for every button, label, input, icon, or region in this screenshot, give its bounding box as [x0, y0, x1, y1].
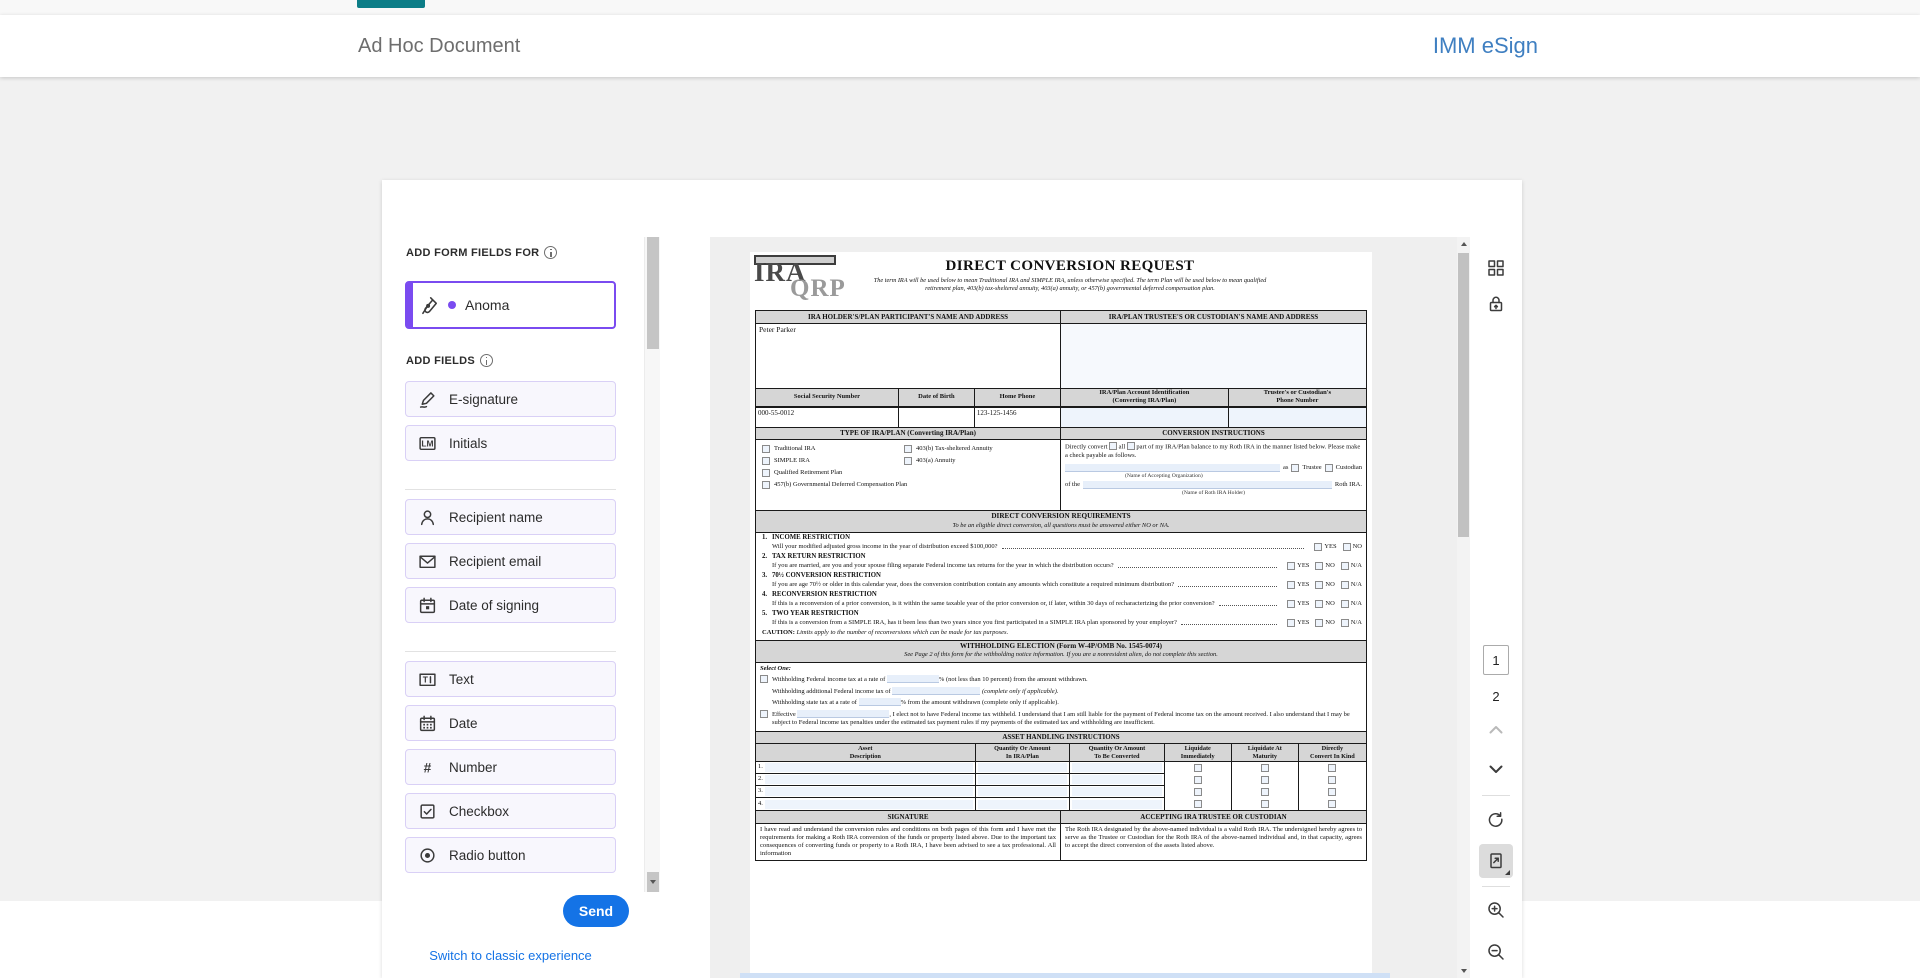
dropdown-corner-icon	[1505, 870, 1510, 875]
field-label: Checkbox	[449, 803, 510, 819]
signature-header: SIGNATURE	[756, 811, 1060, 824]
phone-label: Home Phone	[975, 389, 1060, 407]
checkbox-field[interactable]	[1287, 562, 1295, 570]
editor-card	[382, 180, 1522, 978]
checkbox-field[interactable]	[1194, 800, 1202, 808]
ssn-label: Social Security Number	[756, 389, 899, 407]
signature-pen-icon	[418, 390, 437, 409]
phone-value[interactable]: 123-125-1456	[976, 408, 1017, 417]
checkbox-field[interactable]	[762, 469, 770, 477]
checkbox-field[interactable]	[1287, 581, 1295, 589]
effective-date-field[interactable]	[797, 710, 889, 718]
toolbar-divider	[1482, 886, 1510, 887]
question-4: 4. RECONVERSION RESTRICTION If this is a reconversion of a prior conversion, is it within the same taxable year of the prior conversion or, if later, within 30 days of recharacterizing the prior conversion? YES NO N/A	[762, 591, 1362, 607]
checkbox-field[interactable]	[1328, 788, 1336, 796]
checkbox-field[interactable]	[762, 481, 770, 489]
field-button-initials[interactable]	[405, 425, 616, 461]
asset-header: ASSET HANDLING INSTRUCTIONS	[756, 732, 1366, 745]
checkbox-field[interactable]	[1291, 464, 1299, 472]
grid-icon	[1486, 258, 1506, 278]
trustee-name-field[interactable]	[1061, 324, 1366, 388]
asset-desc-field[interactable]	[765, 775, 973, 784]
document-scrollbar[interactable]	[1457, 237, 1470, 978]
scroll-up-button[interactable]	[1457, 237, 1470, 251]
type-header: TYPE OF IRA/PLAN (Converting IRA/Plan)	[756, 428, 1060, 441]
page-gap-highlight	[740, 973, 1390, 978]
signature-section	[756, 811, 1366, 860]
logo-qrp: QRP	[790, 275, 846, 302]
chevron-down-icon	[1488, 763, 1504, 775]
checkbox-field[interactable]	[1261, 764, 1269, 772]
field-label: Text	[449, 671, 474, 687]
withholding-header: WITHHOLDING ELECTION (Form W-4P/OMB No. 1545-0074) See Page 2 of this form for the withholding notice information. If you are a nonresident alien, do not complete this section.	[756, 641, 1366, 663]
requirements-header: DIRECT CONVERSION REQUIREMENTS To be an eligible direct conversion, all questions must be answered either NO or NA.	[756, 511, 1366, 533]
asset-qty-field[interactable]	[978, 775, 1068, 784]
sidebar-scrollbar-thumb[interactable]	[647, 237, 659, 349]
document-subtitle: The term IRA will be used below to mean Traditional IRA and SIMPLE IRA, unless otherwise specified. The term Plan will be used below to mean qualified retirement plan, 403(b) tax-sheltered annuity, 403(a) annuity, or 457(b) governmental deferred compensation plan.	[873, 277, 1267, 292]
caution-note: CAUTION: Limits apply to the number of reconversions which can be made for tax purposes.	[762, 629, 1009, 636]
initials-box-icon	[418, 434, 437, 453]
checkbox-field[interactable]	[760, 710, 768, 718]
field-button-number[interactable]	[405, 749, 616, 785]
field-button-date-of-signing[interactable]	[405, 587, 616, 623]
recipient-color-dot	[448, 301, 456, 309]
checkbox-field[interactable]	[1315, 619, 1323, 627]
document-scrollbar-thumb[interactable]	[1458, 253, 1469, 537]
asset-convert-field[interactable]	[1072, 787, 1162, 796]
viewer-toolbar	[1470, 237, 1522, 978]
document-title: DIRECT CONVERSION REQUEST	[945, 258, 1195, 274]
requirements-questions	[756, 533, 1366, 641]
lock-icon	[1486, 294, 1506, 314]
checkbox-field[interactable]	[1341, 562, 1349, 570]
dob-label: Date of Birth	[899, 389, 975, 407]
field-label: Date	[449, 715, 478, 731]
withholding-section: Select One: Withholding Federal income tax at a rate of % (not less than 10 percent) from the amount withdrawn. Withholding additional Federal income tax of (complete only if applicable). Withholding state tax at a rate of % from the amount withdrawn (complete only if applicable). Effective , I elect not to have Federal income tax withheld. I understand that I am still liable for the payment of Federal income tax on the amount received. I also understand that I may be subject to Federal income tax penalties under the estimated tax payment rules if my payments of the estimated tax and withholding are insufficient.	[756, 663, 1366, 732]
scroll-down-button[interactable]	[1457, 964, 1470, 978]
recipient-name: Anoma	[465, 297, 510, 313]
question-5: 5. TWO YEAR RESTRICTION If this is a conversion from a SIMPLE IRA, has it been less than two years since you first participated in a SIMPLE IRA plan sponsored by your employer? YES NO N/A	[762, 610, 1362, 626]
asset-desc-field[interactable]	[765, 763, 973, 772]
document-header	[750, 252, 1372, 310]
down-arrow-icon	[1461, 969, 1467, 973]
checkbox-field[interactable]	[904, 445, 912, 453]
fit-page-icon	[1486, 851, 1506, 871]
trustee-header: IRA/PLAN TRUSTEE'S OR CUSTODIAN'S NAME AND ADDRESS	[1061, 311, 1366, 324]
switch-classic-link[interactable]: Switch to classic experience	[429, 948, 592, 963]
checkbox-field[interactable]	[1194, 776, 1202, 784]
state-rate-field[interactable]	[859, 698, 901, 706]
checkbox-field[interactable]	[1287, 619, 1295, 627]
calendar-signing-icon	[418, 596, 437, 615]
field-button-date[interactable]	[405, 705, 616, 741]
question-3: 3. 70½ CONVERSION RESTRICTION If you are age 70½ or older in this calendar year, does the conversion contribution contain any amounts which constitute a required minimum distribution? YES NO N/A	[762, 572, 1362, 588]
trustee-phone-label: Trustee's or Custodian's Phone Number	[1229, 389, 1366, 407]
lock-button[interactable]	[1479, 287, 1513, 321]
checkbox-field[interactable]	[1325, 464, 1333, 472]
toolbar-divider	[1482, 795, 1510, 796]
asset-convert-field[interactable]	[1072, 800, 1162, 809]
signature-text: I have read and understand the conversion rules and conditions on both pages of this form and I have met the requirements for making a Roth IRA conversion of the funds or property listed above. Due to the important tax consequences of converting funds or property to a Roth IRA, I have been advised to see a tax professional. All information	[760, 825, 1056, 858]
previous-page-button[interactable]	[1479, 719, 1513, 741]
browser-top-strip	[0, 0, 1920, 15]
additional-tax-field[interactable]	[892, 687, 980, 695]
add-fields-label	[406, 354, 493, 367]
zoom-out-icon	[1486, 942, 1506, 962]
field-label: Date of signing	[449, 597, 540, 613]
field-label: Recipient name	[449, 509, 543, 525]
info-icon[interactable]	[480, 354, 493, 367]
checkbox-icon	[418, 802, 437, 821]
page-title: Ad Hoc Document	[358, 34, 521, 57]
person-icon	[418, 508, 437, 527]
sidebar-divider	[405, 489, 616, 490]
question-2: 2. TAX RETURN RESTRICTION If you are married, are you and your spouse filing separate Federal income tax returns for the year in which the distribution occurs? YES NO N/A	[762, 553, 1362, 569]
checkbox-field[interactable]	[1314, 543, 1322, 551]
document-viewer[interactable]	[710, 237, 1457, 978]
pdf-page-1[interactable]	[750, 252, 1372, 978]
checkbox-field[interactable]	[1341, 581, 1349, 589]
checkbox-field[interactable]	[1328, 800, 1336, 808]
org-name-field[interactable]	[1065, 464, 1280, 472]
field-label: Number	[449, 759, 498, 775]
roth-holder-field[interactable]	[1083, 481, 1332, 489]
page-background	[0, 77, 1920, 963]
checkbox-field[interactable]	[1194, 788, 1202, 796]
text-input-icon	[418, 670, 437, 689]
field-label: Recipient email	[449, 553, 542, 569]
account-id-label: IRA/Plan Account Identification (Converting IRA/Plan)	[1061, 389, 1229, 407]
page-number-input[interactable]: 1	[1483, 645, 1509, 675]
conversion-instructions: Directly convert all part of my IRA/Plan balance to my Roth IRA in the manner listed below. Please make a check payable as follows. as Trustee Custodian (Name of Accepting Organization) of the Roth IRA. (Name of Roth IRA Holder)	[1065, 443, 1362, 496]
checkbox-field[interactable]	[1341, 619, 1349, 627]
checkbox-field[interactable]	[1315, 581, 1323, 589]
checkbox-field[interactable]	[1315, 562, 1323, 570]
checkbox-field[interactable]	[760, 675, 768, 683]
field-button-esignature[interactable]	[405, 381, 616, 417]
checkbox-field[interactable]	[1261, 788, 1269, 796]
envelope-icon	[418, 552, 437, 571]
checkbox-field[interactable]	[762, 445, 770, 453]
rate-field[interactable]	[887, 675, 939, 683]
chevron-up-icon	[1488, 724, 1504, 736]
add-form-fields-text: ADD FORM FIELDS FOR	[406, 246, 540, 259]
next-page-button[interactable]	[1479, 758, 1513, 780]
accepting-header: ACCEPTING IRA TRUSTEE OR CUSTODIAN	[1061, 811, 1366, 824]
sidebar-scrollbar[interactable]	[644, 237, 660, 892]
asset-desc-field[interactable]	[765, 787, 973, 796]
asset-qty-field[interactable]	[978, 787, 1068, 796]
conversion-header: CONVERSION INSTRUCTIONS	[1061, 428, 1366, 441]
dob-value[interactable]	[899, 408, 975, 427]
checkbox-field[interactable]	[1194, 764, 1202, 772]
holder-name-field[interactable]: Peter Parker	[756, 324, 1061, 388]
checkbox-field[interactable]	[1287, 600, 1295, 608]
checkbox-field[interactable]	[1328, 776, 1336, 784]
up-arrow-icon	[1461, 242, 1467, 246]
rotate-button[interactable]	[1479, 804, 1513, 838]
rotate-icon	[1486, 811, 1506, 831]
field-button-recipient-name[interactable]	[405, 499, 616, 535]
checkbox-field[interactable]	[1328, 764, 1336, 772]
calendar-icon	[418, 714, 437, 733]
asset-convert-field[interactable]	[1072, 763, 1162, 772]
recipient-selector[interactable]	[405, 281, 616, 329]
checkbox-field[interactable]	[1261, 776, 1269, 784]
account-id-value[interactable]	[1061, 408, 1229, 427]
question-1: 1. INCOME RESTRICTION Will your modified adjusted gross income in the year of distribution exceed $100,000? YES NO	[762, 534, 1362, 550]
brand-logo: IMM eSign	[1432, 33, 1538, 58]
select-one-label: Select One:	[760, 664, 791, 672]
trustee-phone-value[interactable]	[1229, 408, 1366, 427]
org-caption: (Name of Accepting Organization)	[1125, 473, 1203, 479]
add-fields-text: ADD FIELDS	[406, 354, 475, 367]
checkbox-field[interactable]	[1127, 442, 1135, 450]
page-number-2[interactable]: 2	[1492, 689, 1500, 704]
logo-ira: IRA	[754, 257, 807, 287]
hash-icon	[418, 758, 437, 777]
thumbnail-grid-button[interactable]	[1479, 251, 1513, 285]
fit-page-button[interactable]	[1479, 844, 1513, 878]
field-button-text[interactable]	[405, 661, 616, 697]
type-options: Traditional IRA SIMPLE IRA Qualified Retirement Plan 457(b) Governmental Deferred Compensation Plan 403(b) Tax-sheltered Annuity 403(a) Annuity	[756, 440, 1060, 510]
asset-desc-field[interactable]	[765, 800, 973, 809]
checkbox-field[interactable]	[1315, 600, 1323, 608]
asset-qty-field[interactable]	[978, 800, 1068, 809]
sidebar-scroll-down-button[interactable]	[647, 872, 659, 892]
checkbox-field[interactable]	[1341, 600, 1349, 608]
field-label: Radio button	[449, 847, 526, 863]
ssn-value[interactable]: 000-55-0012	[756, 408, 899, 427]
zoom-out-button[interactable]	[1479, 935, 1513, 969]
send-button[interactable]: Send	[563, 895, 629, 927]
asset-qty-field[interactable]	[978, 763, 1068, 772]
holder-caption: (Name of Roth IRA Holder)	[1181, 490, 1246, 496]
field-button-radio[interactable]	[405, 837, 616, 873]
form-body	[755, 310, 1367, 861]
field-label: E-signature	[449, 391, 519, 407]
zoom-in-button[interactable]	[1479, 893, 1513, 927]
svg-text:LM: LM	[421, 438, 434, 449]
pen-nib-icon	[419, 295, 439, 315]
accepting-text: The Roth IRA designated by the above-named individual is a valid Roth IRA. The undersigned hereby agrees to serve as the Trustee or Custodian for the Roth IRA of the above-named individual and, in that capacity, agrees to accept the direct conversion of the assets listed above.	[1065, 825, 1362, 849]
tab-accent-bar	[357, 0, 425, 8]
add-form-fields-label	[406, 246, 557, 259]
asset-convert-field[interactable]	[1072, 775, 1162, 784]
zoom-in-icon	[1486, 900, 1506, 920]
checkbox-field[interactable]	[1343, 543, 1351, 551]
checkbox-field[interactable]	[762, 457, 770, 465]
radio-button-icon	[418, 846, 437, 865]
svg-text:#: #	[423, 759, 432, 775]
field-button-checkbox[interactable]	[405, 793, 616, 829]
checkbox-field[interactable]	[1261, 800, 1269, 808]
asset-table: Asset Description 1. 2. 3. 4. Quantity Or Amount In IRA/Plan Quantity Or Amount To Be Converted Liquidate Immediately Liquidate At Maturity Directly Convert In Kind	[756, 744, 1366, 811]
svg-text:T: T	[422, 674, 428, 685]
sidebar-divider	[405, 651, 616, 652]
field-button-recipient-email[interactable]	[405, 543, 616, 579]
holder-header: IRA HOLDER'S/PLAN PARTICIPANT'S NAME AND ADDRESS	[756, 311, 1061, 324]
app-header	[0, 15, 1920, 77]
field-label: Initials	[449, 435, 488, 451]
checkbox-field[interactable]	[904, 457, 912, 465]
info-icon[interactable]	[544, 246, 557, 259]
checkbox-field[interactable]	[1109, 442, 1117, 450]
down-arrow-icon	[650, 880, 656, 884]
